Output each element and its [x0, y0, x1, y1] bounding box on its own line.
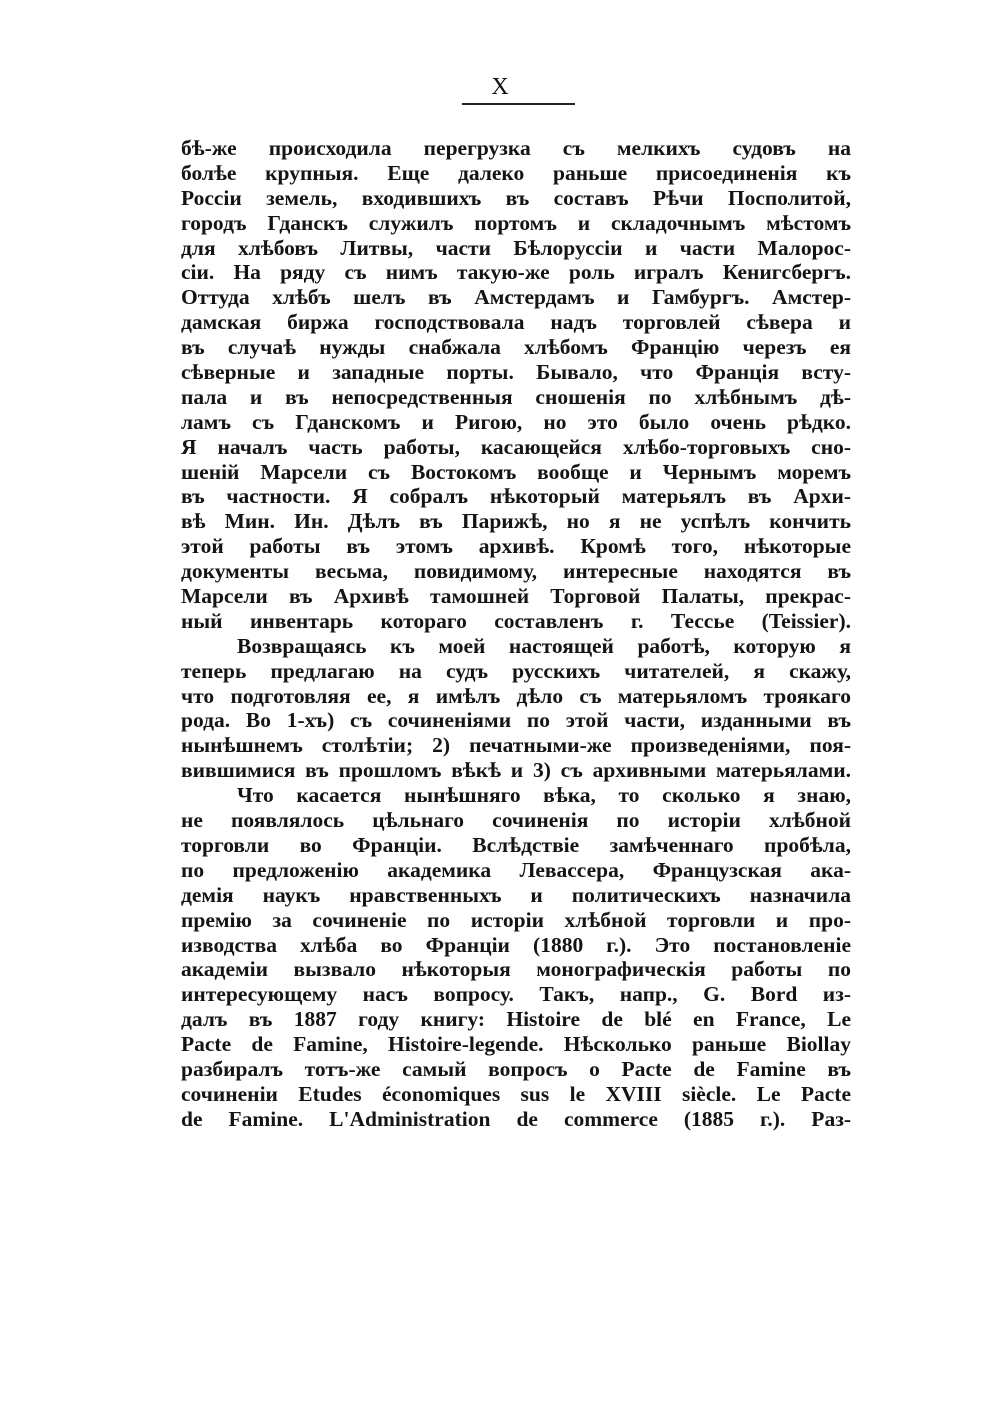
text-line: въ частности. Я собралъ нѣкоторый матерьялъ въ Архи-	[181, 484, 851, 509]
body-text	[181, 136, 851, 1132]
text-line: сочиненіи Etudes économiques sus le XVIII siècle. Le Pacte	[181, 1081, 851, 1106]
text-line: не появлялось цѣльнаго сочиненія по исторіи хлѣбной	[181, 808, 851, 833]
text-line: сѣверные и западные порты. Бывало, что Франція всту-	[181, 360, 851, 385]
paragraph-first-line: Что касается нынѣшняго вѣка, то сколько я знаю,	[237, 783, 851, 808]
text-line: документы весьма, повидимому, интересные находятся въ	[181, 559, 851, 584]
text-line: что подготовляя ее, я имѣлъ дѣло съ матерьяломъ троякаго	[181, 683, 851, 708]
text-line: премію за сочиненіе по исторіи хлѣбной торговли и про-	[181, 907, 851, 932]
text-line: нынѣшнемъ столѣтіи; 2) печатными-же произведеніями, поя-	[181, 733, 851, 758]
text-line: Оттуда хлѣбъ шелъ въ Амстердамъ и Гамбургъ. Амстер-	[181, 285, 851, 310]
text-line: городъ Гданскъ служилъ портомъ и складочнымъ мѣстомъ	[181, 210, 851, 235]
text-line: рода. Во 1-хъ) съ сочиненіями по этой части, изданными въ	[181, 708, 851, 733]
text-line: изводства хлѣба во Франціи (1880 г.). Это постановленіе	[181, 932, 851, 957]
text-line: Pacte de Famine, Histoire-legende. Нѣсколько раньше Biollay	[181, 1032, 851, 1057]
text-line: по предложенію академика Левассера, Французская ака-	[181, 857, 851, 882]
paragraph-first-line: Возвращаясь къ моей настоящей работѣ, которую я	[237, 633, 851, 658]
text-line: пала и въ непосредственныя сношенія по хлѣбнымъ дѣ-	[181, 384, 851, 409]
text-line: дамская биржа господствовала надъ торговлей сѣвера и	[181, 310, 851, 335]
text-line: de Famine. L'Administration de commerce (1885 г.). Раз-	[181, 1106, 851, 1131]
text-line: торговли во Франціи. Вслѣдствіе замѣченнаго пробѣла,	[181, 832, 851, 857]
text-line: вѣ Мин. Ин. Дѣлъ въ Парижѣ, но я не успѣлъ кончить	[181, 509, 851, 534]
text-line: въ случаѣ нужды снабжала хлѣбомъ Францію черезъ ея	[181, 335, 851, 360]
text-line: шеній Марсели съ Востокомъ вообще и Чернымъ моремъ	[181, 459, 851, 484]
text-line: сіи. На ряду съ нимъ такую-же роль игралъ Кенигсбергъ.	[181, 260, 851, 285]
text-line: для хлѣбовъ Литвы, части Бѣлоруссіи и части Малорос-	[181, 235, 851, 260]
text-line: академіи вызвало нѣкоторыя монографическія работы по	[181, 957, 851, 982]
text-line: теперь предлагаю на судъ русскихъ читателей, я скажу,	[181, 658, 851, 683]
text-line: интересующему насъ вопросу. Такъ, напр., G. Bord из-	[181, 982, 851, 1007]
page-number: X	[491, 74, 509, 100]
text-line: болѣе крупныя. Еще далеко раньше присоединенія къ	[181, 160, 851, 185]
text-line: бѣ-же происходила перегрузка съ мелкихъ судовъ на	[181, 136, 851, 160]
text-line: Россіи земель, входившихъ въ составъ Рѣчи Посполитой,	[181, 185, 851, 210]
text-line: этой работы въ этомъ архивѣ. Кромѣ того, нѣкоторые	[181, 534, 851, 559]
text-line: Я началъ часть работы, касающейся хлѣбо-торговыхъ сно-	[181, 434, 851, 459]
text-line: Марсели въ Архивѣ тамошней Торговой Палаты, прекрас-	[181, 584, 851, 609]
text-line: ламъ съ Гданскомъ и Ригою, но это было очень рѣдко.	[181, 409, 851, 434]
text-line: далъ въ 1887 году книгу: Histoire de blé en France, Le	[181, 1007, 851, 1032]
text-line: вившимися въ прошломъ вѣкѣ и 3) съ архивными матерьялами.	[181, 758, 851, 783]
text-line: разбиралъ тотъ-же самый вопросъ о Pacte de Famine въ	[181, 1056, 851, 1081]
text-line: демія наукъ нравственныхъ и политическихъ назначила	[181, 882, 851, 907]
header-rule	[462, 103, 575, 105]
text-line: ный инвентарь котораго составленъ г. Тессье (Teissier).	[181, 608, 851, 633]
